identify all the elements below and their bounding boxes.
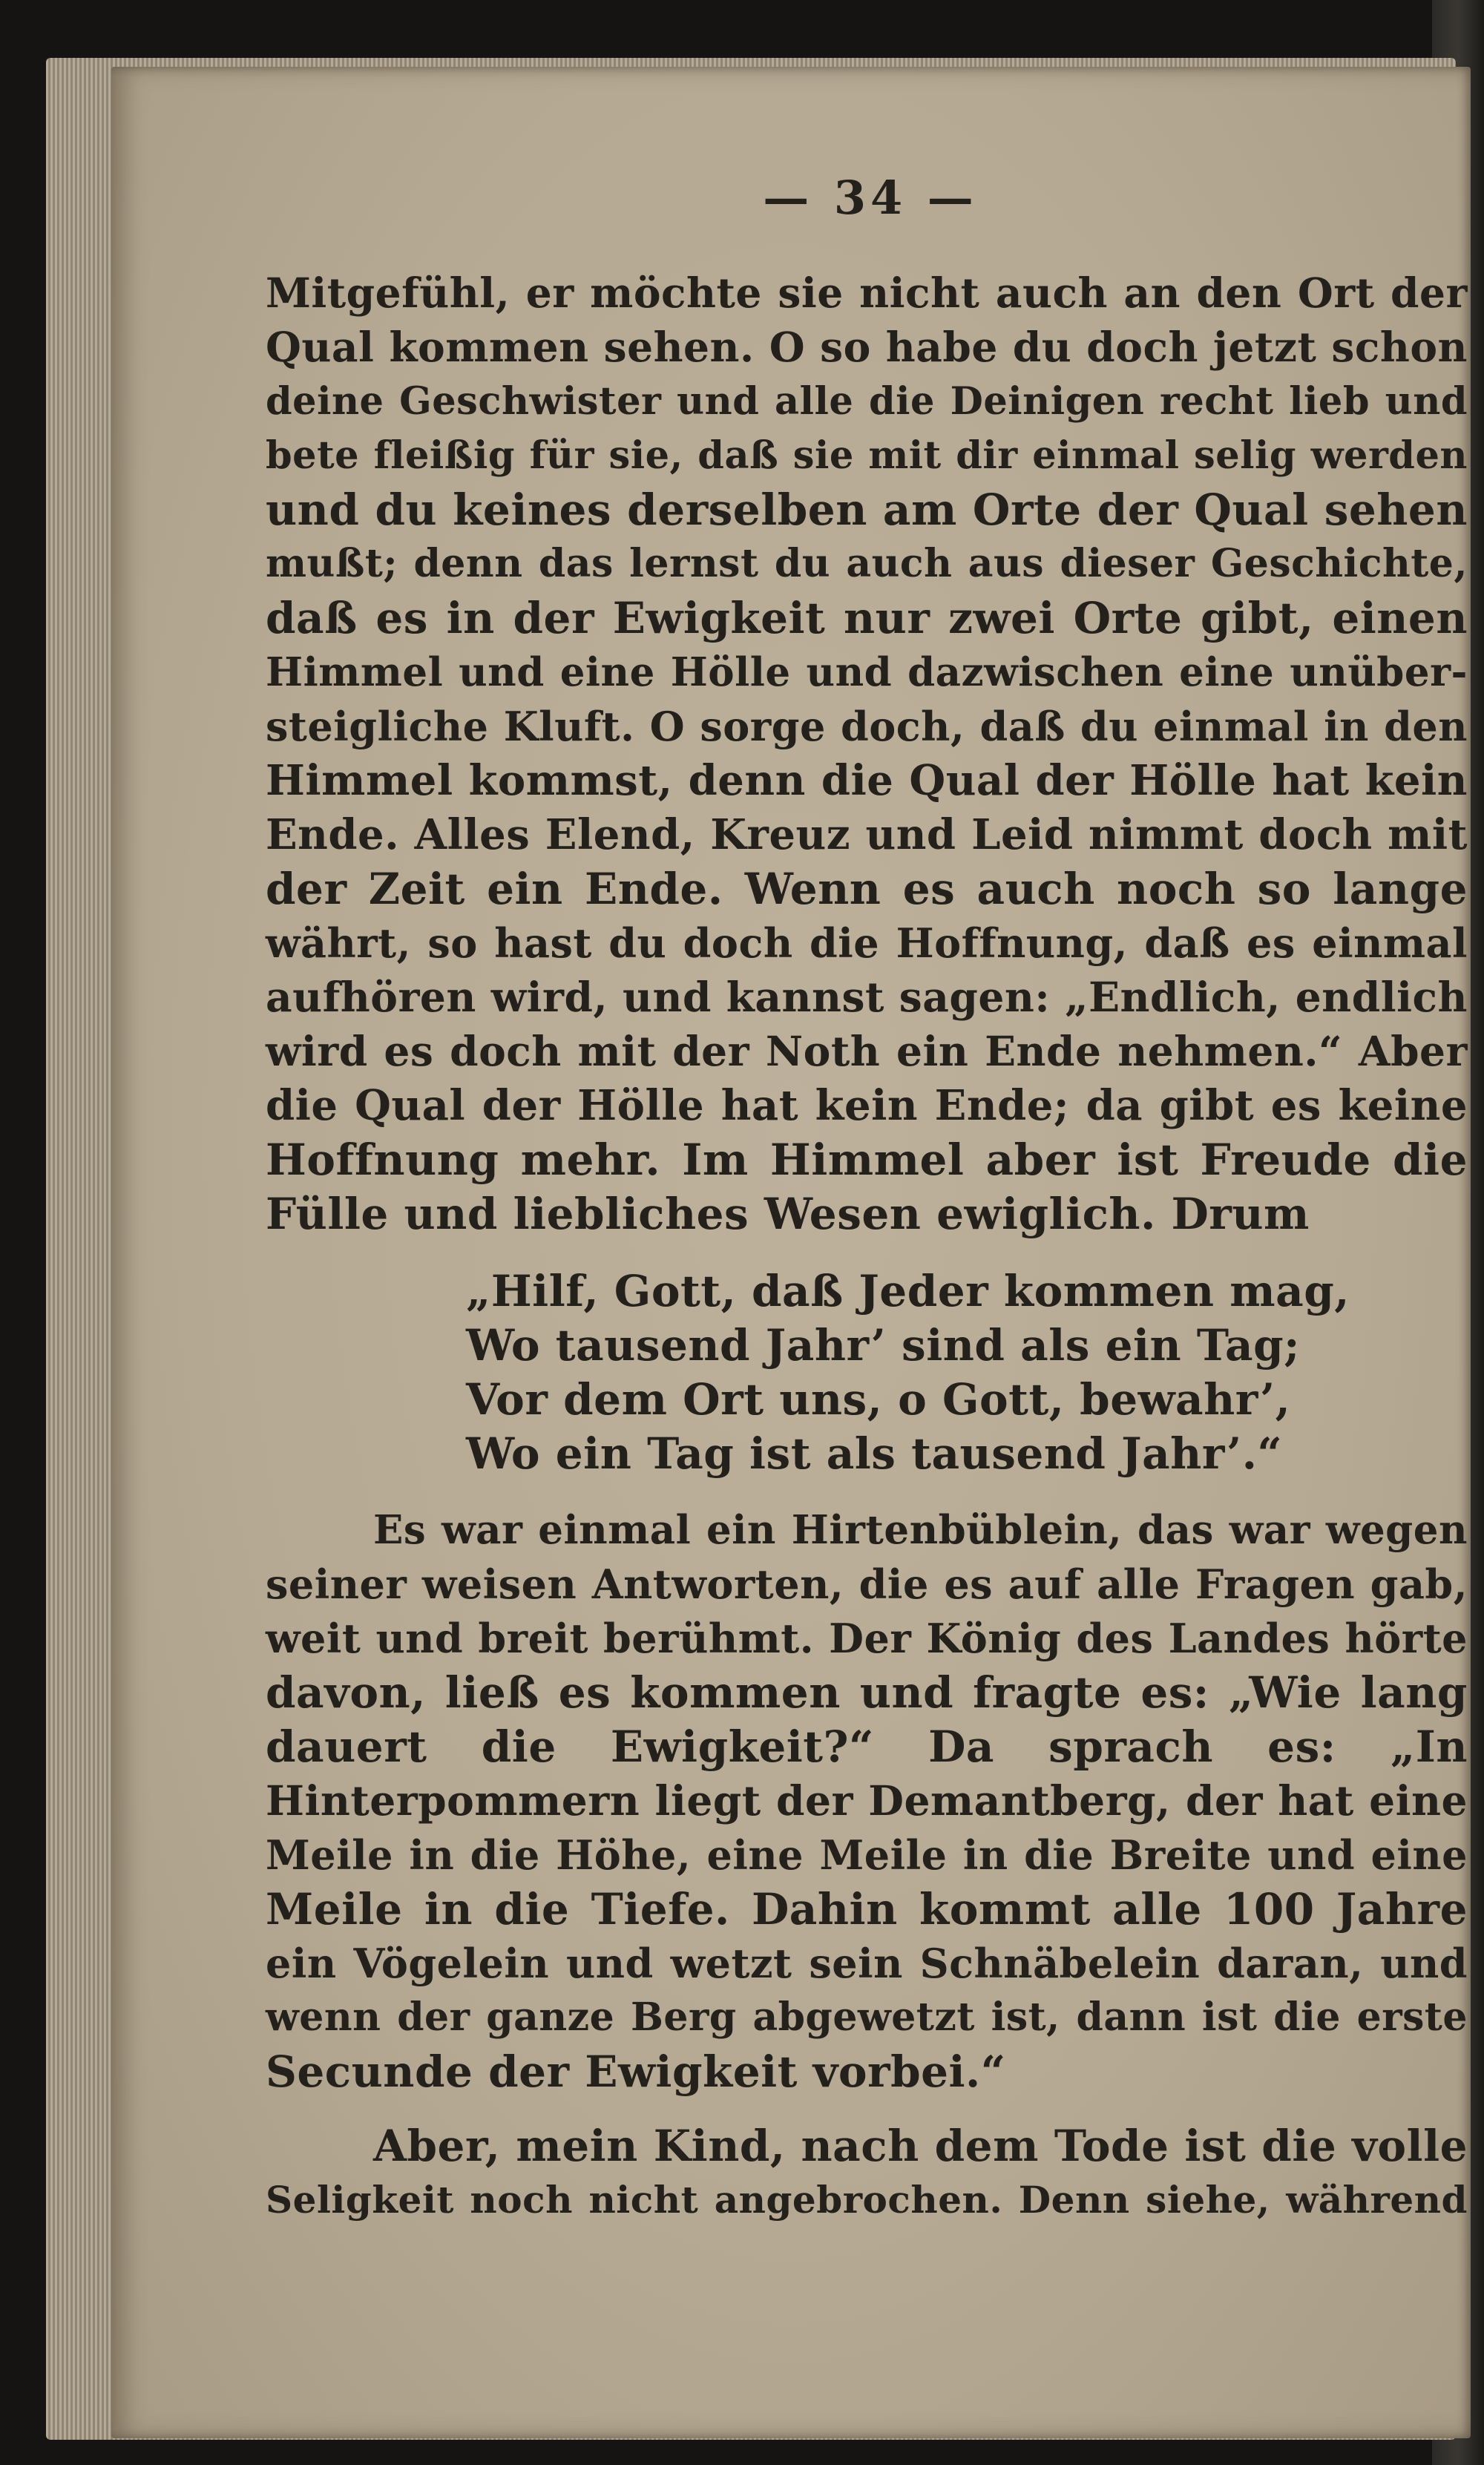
text-line: aufhören wird, und kannst sagen: „Endlich, endlich [266,973,1468,1021]
text-line: Himmel kommst, denn die Qual der Hölle hat kein [266,756,1468,805]
text-line: währt, so hast du doch die Hoffnung, daß es einmal [266,919,1468,967]
text-line: Meile in die Tiefe. Dahin kommt alle 100 Jahre [266,1884,1468,1934]
text-line: Fülle und liebliches Wesen ewiglich. Drum [266,1189,1310,1239]
text-line: Seligkeit noch nicht angebrochen. Denn siehe, während [266,2178,1468,2222]
text-line: Ende. Alles Elend, Kreuz und Leid nimmt doch mit [266,810,1468,859]
verse-line: Wo tausend Jahr’ sind als ein Tag; [466,1320,1301,1371]
text-line: mußt; denn das lernst du auch aus dieser Geschichte, [266,541,1468,586]
text-line: Meile in die Höhe, eine Meile in die Breite und eine [266,1831,1468,1879]
text-line: wenn der ganze Berg abgewetzt ist, dann ist die erste [266,1995,1468,2040]
text-line: daß es in der Ewigkeit nur zwei Orte gibt, einen [266,593,1468,643]
text-line: Hinterpommern liegt der Demantberg, der hat eine [266,1776,1468,1825]
text-line: Himmel und eine Hölle und dazwischen eine unüber- [266,649,1468,695]
text-line: der Zeit ein Ende. Wenn es auch noch so lange [266,864,1468,914]
text-line: und du keines derselben am Orte der Qual sehen [266,485,1468,535]
text-line: deine Geschwister und alle die Deinigen recht lieb und [266,379,1468,424]
text-line: die Qual der Hölle hat kein Ende; da gibt es keine [266,1081,1468,1130]
text-line: Aber, mein Kind, nach dem Tode ist die volle [373,2121,1468,2171]
text-line: Mitgefühl, er möchte sie nicht auch an den Ort der [266,269,1468,317]
text-line: dauert die Ewigkeit?“ Da sprach es: „In [266,1721,1468,1772]
page-number: — 34 — [763,171,978,225]
text-line: ein Vögelein und wetzt sein Schnäbelein daran, und [266,1940,1468,1987]
text-line: bete fleißig für sie, daß sie mit dir einmal selig werden [266,433,1468,478]
text-line: davon, ließ es kommen und fragte es: „Wie lang [266,1667,1468,1718]
text-line: Es war einmal ein Hirtenbüblein, das war wegen [373,1507,1468,1553]
text-line: weit und breit berühmt. Der König des Landes hörte [266,1615,1468,1662]
verse-line: Vor dem Ort uns, o Gott, bewahr’, [466,1374,1291,1425]
text-line: steigliche Kluft. O sorge doch, daß du einmal in den [266,703,1468,750]
text-line: Hoffnung mehr. Im Himmel aber ist Freude die [266,1135,1468,1185]
page-text [266,0,1468,2465]
text-line: wird es doch mit der Noth ein Ende nehmen.“ Aber [266,1027,1468,1075]
verse-line: Wo ein Tag ist als tausend Jahr’.“ [466,1428,1283,1479]
verse-line: „Hilf, Gott, daß Jeder kommen mag, [466,1266,1350,1316]
text-line: Qual kommen sehen. O so habe du doch jetzt schon [266,323,1468,371]
text-line: seiner weisen Antworten, die es auf alle Fragen gab, [266,1560,1468,1608]
text-line: Secunde der Ewigkeit vorbei.“ [266,2046,1006,2097]
